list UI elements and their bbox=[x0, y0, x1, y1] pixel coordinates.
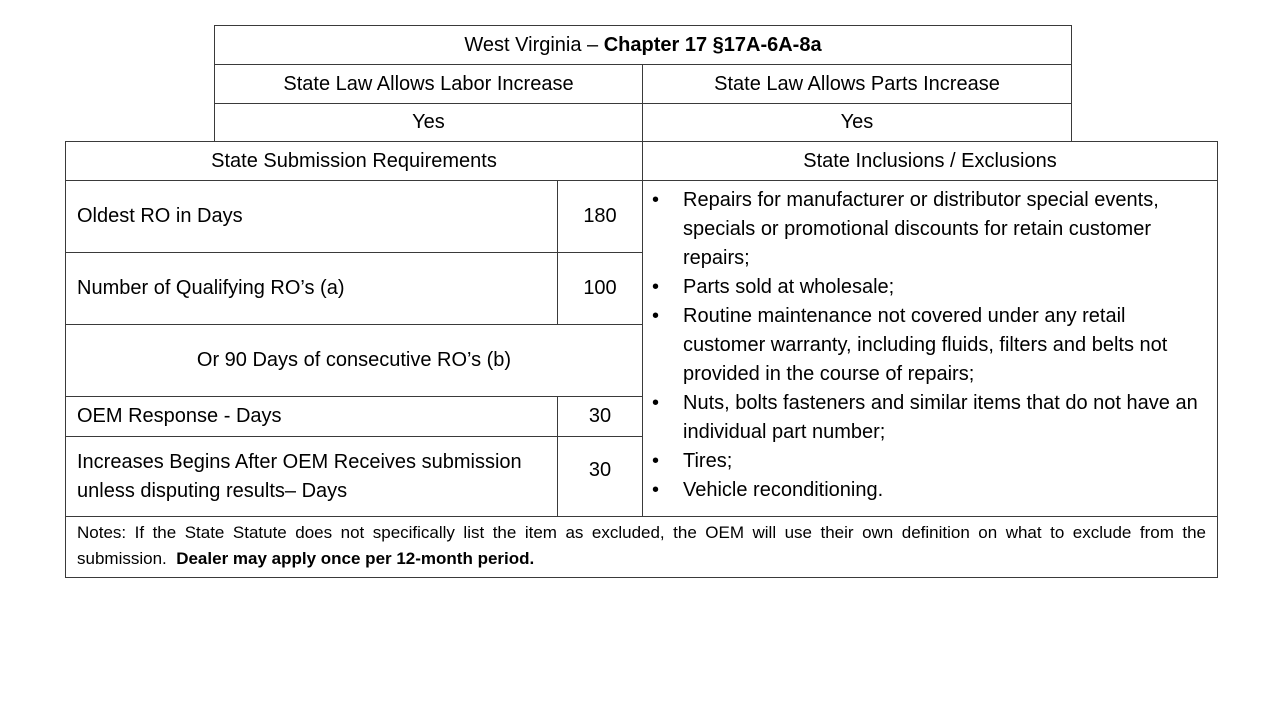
notes-bold-text: Dealer may apply once per 12-month period. bbox=[176, 549, 535, 568]
qualifying-ros-value: 100 bbox=[583, 277, 617, 299]
oem-response-value: 30 bbox=[588, 405, 612, 427]
labor-increase-header: State Law Allows Labor Increase bbox=[283, 72, 574, 95]
table-title bbox=[215, 26, 1071, 64]
increase-begins-value: 30 bbox=[588, 458, 612, 481]
labor-increase-value: Yes bbox=[412, 111, 445, 133]
oldest-ro-value: 180 bbox=[583, 205, 617, 227]
list-item: • Parts sold at wholesale; bbox=[643, 273, 1203, 302]
list-item: • Tires; bbox=[643, 447, 1203, 476]
list-item: • Repairs for manufacturer or distributor special events, specials or promotional discounts for retain customer repairs; bbox=[643, 186, 1203, 273]
list-item: • Routine maintenance not covered under any retail customer warranty, including fluids, filters and belts not provided in the course of repairs; bbox=[643, 302, 1203, 389]
parts-increase-value: Yes bbox=[840, 111, 874, 133]
submission-requirements-heading: State Submission Requirements bbox=[211, 149, 497, 172]
increase-begins-label bbox=[66, 437, 557, 516]
inclusions-list-cell bbox=[643, 186, 1203, 506]
list-item: • Nuts, bolts fasteners and similar items that do not have an individual part number; bbox=[643, 389, 1203, 447]
increase-begins-line-1: Increases Begins After OEM Receives submission bbox=[77, 450, 522, 473]
consecutive-ros-label: Or 90 Days of consecutive RO’s (b) bbox=[196, 349, 512, 371]
state-name: West Virginia – bbox=[464, 33, 604, 56]
statute-citation: Chapter 17 §17A-6A-8a bbox=[603, 33, 822, 56]
parts-increase-header: State Law Allows Parts Increase bbox=[714, 72, 1000, 95]
list-item: • Vehicle reconditioning. bbox=[643, 476, 1203, 505]
qualifying-ros-label: Number of Qualifying RO’s (a) bbox=[77, 277, 345, 299]
oldest-ro-label: Oldest RO in Days bbox=[77, 205, 243, 227]
inclusions-list bbox=[643, 186, 1203, 505]
inclusions-exclusions-heading: State Inclusions / Exclusions bbox=[803, 149, 1057, 172]
notes bbox=[66, 520, 1217, 576]
increase-begins-line-2: unless disputing results– Days bbox=[77, 479, 348, 502]
notes-text: Notes: If the State Statute does not specifically list the item as excluded, the OEM will use their own definition on what to exclude from the submission. bbox=[77, 523, 1211, 568]
oem-response-label: OEM Response - Days bbox=[77, 405, 282, 427]
